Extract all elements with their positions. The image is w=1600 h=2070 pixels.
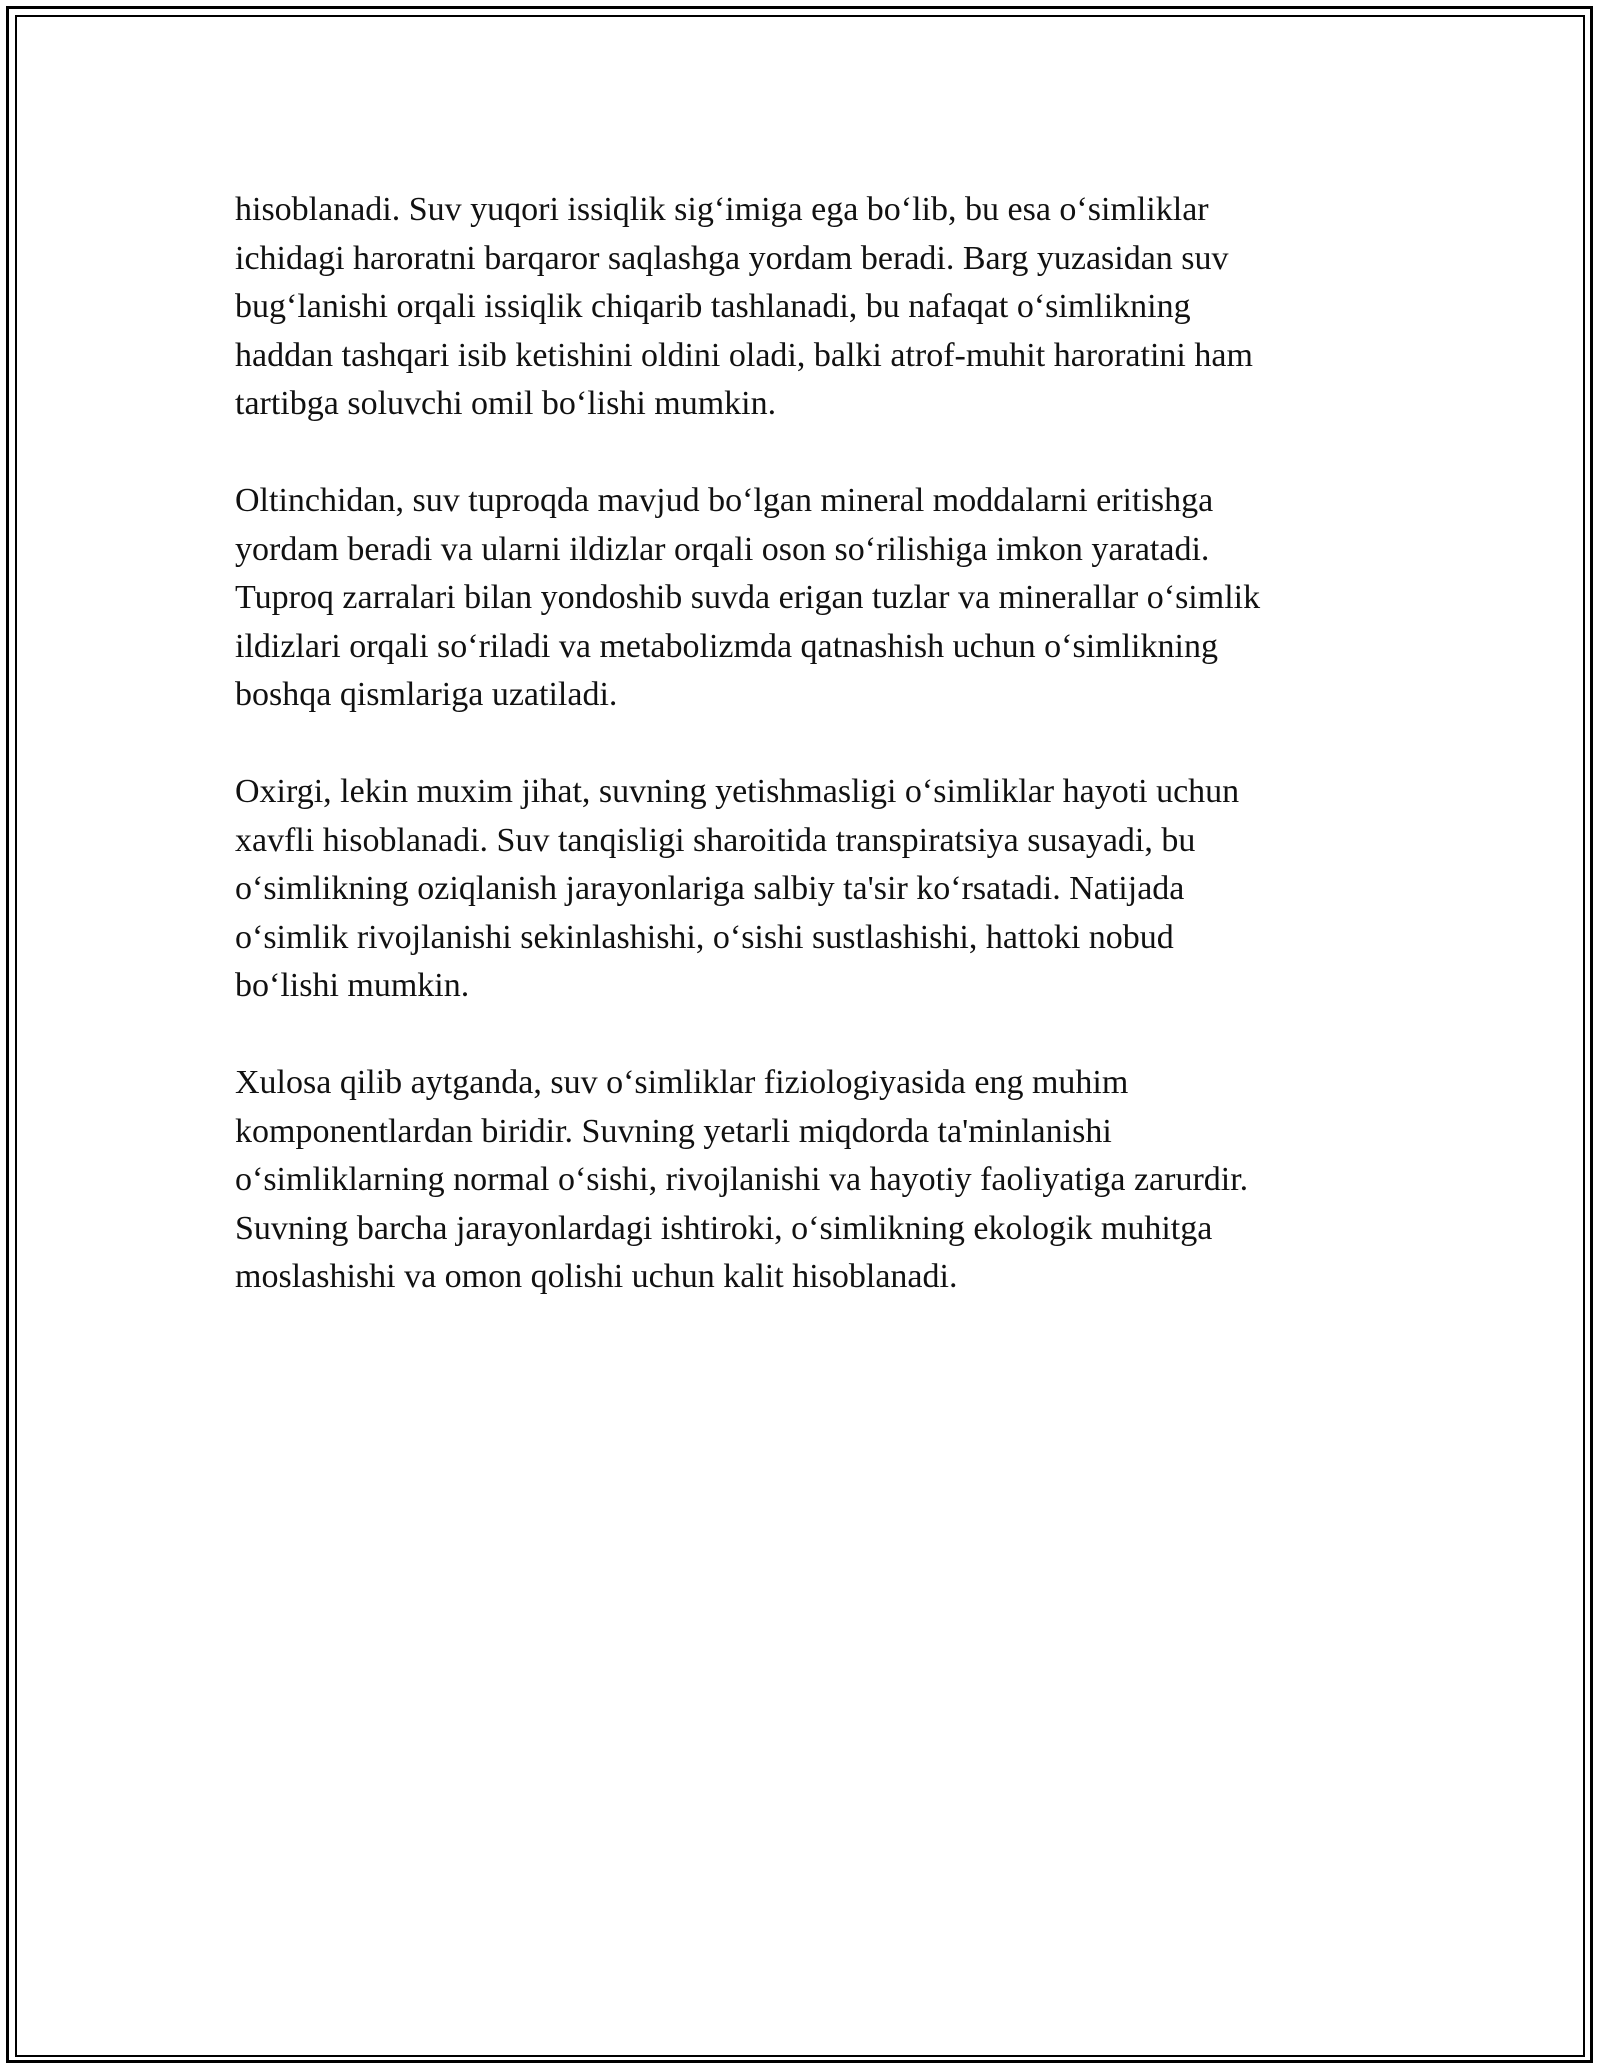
text-line: tartibga soluvchi omil bo‘lishi mumkin. (235, 385, 777, 422)
paragraph-4 (235, 1059, 1365, 1302)
text-line: Suvning barcha jarayonlardagi ishtiroki, o‘simlikning ekologik muhitga (235, 1209, 1213, 1247)
text-line: ichidagi haroratni barqaror saqlashga yordam beradi. Barg yuzasidan suv (235, 239, 1229, 277)
text-line: moslashishi va omon qolishi uchun kalit hisoblanadi. (235, 1258, 958, 1295)
text-line: bug‘lanishi orqali issiqlik chiqarib tashlanadi, bu nafaqat o‘simlikning (235, 288, 1191, 325)
text-line: komponentlardan biridir. Suvning yetarli miqdorda ta'minlanishi (235, 1112, 1112, 1150)
text-line: haddan tashqari isib ketishini oldini oladi, balki atrof-muhit haroratini ham (235, 336, 1253, 374)
text-line: hisoblanadi. Suv yuqori issiqlik sig‘imiga ega bo‘lib, bu esa o‘simliklar (235, 191, 1209, 228)
text-line: Oltinchidan, suv tuproqda mavjud bo‘lgan mineral moddalarni eritishga (235, 482, 1214, 519)
text-line: yordam beradi va ularni ildizlar orqali oson so‘rilishiga imkon yaratadi. (235, 530, 1210, 568)
text-line: Oxirgi, lekin muxim jihat, suvning yetishmasligi o‘simliklar hayoti uchun (235, 773, 1240, 810)
text-line: Tuproq zarralari bilan yondoshib suvda erigan tuzlar va minerallar o‘simlik (235, 579, 1261, 616)
text-line: o‘simlikning oziqlanish jarayonlariga salbiy ta'sir ko‘rsatadi. Natijada (235, 870, 1185, 907)
paragraph-2 (235, 477, 1365, 720)
document-body (235, 186, 1365, 1350)
text-line: xavfli hisoblanadi. Suv tanqisligi sharoitida transpiratsiya susayadi, bu (235, 821, 1196, 859)
text-line: ildizlari orqali so‘riladi va metabolizmda qatnashish uchun o‘simlikning (235, 627, 1218, 665)
paragraph-1 (235, 186, 1365, 429)
text-line: bo‘lishi mumkin. (235, 967, 470, 1004)
text-line: boshqa qismlariga uzatiladi. (235, 676, 618, 713)
paragraph-3 (235, 768, 1365, 1011)
text-line: o‘simlik rivojlanishi sekinlashishi, o‘sishi sustlashishi, hattoki nobud (235, 918, 1174, 956)
text-line: o‘simliklarning normal o‘sishi, rivojlanishi va hayotiy faoliyatiga zarurdir. (235, 1161, 1249, 1198)
text-line: Xulosa qilib aytganda, suv o‘simliklar fiziologiyasida eng muhim (235, 1064, 1129, 1101)
